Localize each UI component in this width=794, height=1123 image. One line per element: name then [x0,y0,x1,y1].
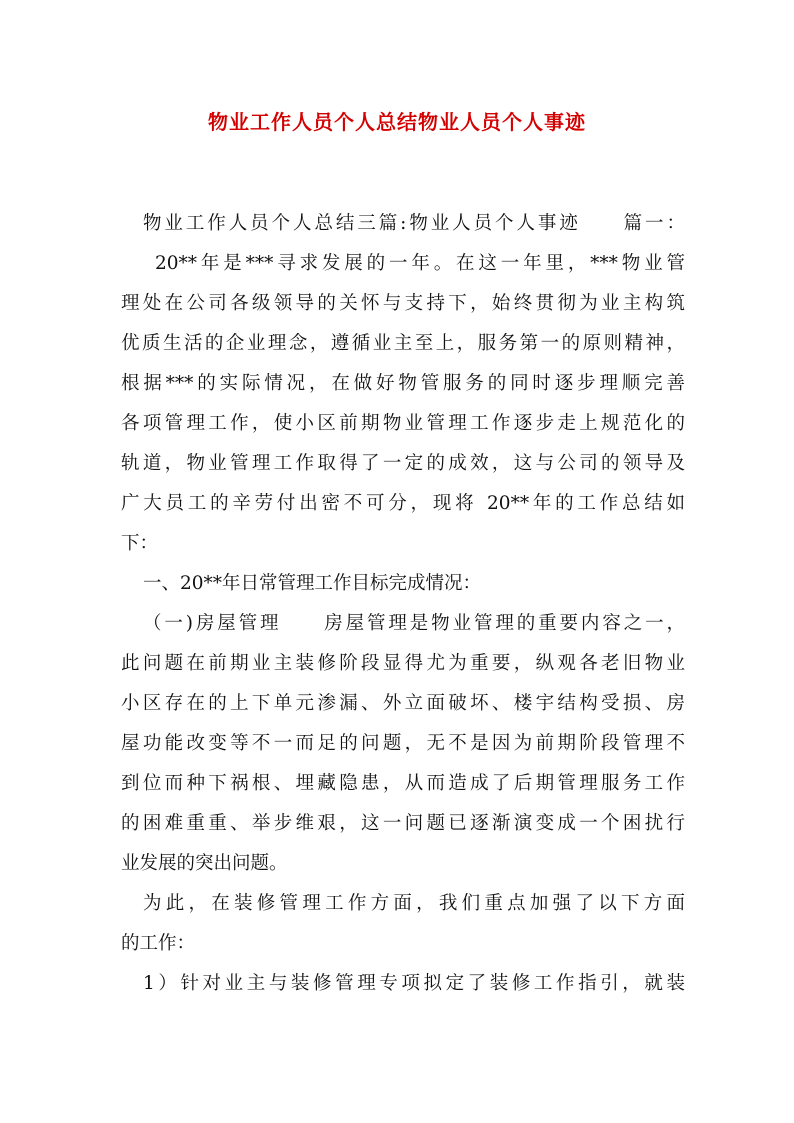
body-line: 的困难重重、举步维艰，这一问题已逐渐演变成一个困扰行 [121,813,685,834]
body-line: 轨道，物业管理工作取得了一定的成效，这与公司的领导及 [121,453,685,474]
body-line: 屋功能改变等不一而足的问题，无不是因为前期阶段管理不 [121,733,685,754]
body-line: （一)房屋管理 房屋管理是物业管理的重要内容之一， [143,613,685,634]
document-title: 物业工作人员个人总结物业人员个人事迹 [208,110,586,134]
body-line: 为此，在装修管理工作方面，我们重点加强了以下方面 [143,893,685,914]
body-line: 物业工作人员个人总结三篇:物业人员个人事迹 篇一： [143,213,685,234]
body-line: 理处在公司各级领导的关怀与支持下，始终贯彻为业主构筑 [121,293,685,314]
body-line: 各项管理工作，使小区前期物业管理工作逐步走上规范化的 [121,413,685,434]
body-line: 到位而种下祸根、埋藏隐患，从而造成了后期管理服务工作 [121,773,685,794]
body-line: 业发展的突出问题。 [121,853,288,874]
section-heading: 一、20**年日常管理工作目标完成情况： [143,573,482,594]
body-line: 此问题在前期业主装修阶段显得尤为重要，纵观各老旧物业 [121,653,685,674]
body-line: 的工作： [121,933,196,954]
body-line: 广大员工的辛劳付出密不可分，现将 20**年的工作总结如 [121,493,685,514]
document-body [121,204,685,1004]
body-line: 优质生活的企业理念，遵循业主至上，服务第一的原则精神， [121,333,685,354]
body-line: 根据***的实际情况，在做好物管服务的同时逐步理顺完善 [121,373,685,394]
body-line: 20**年是***寻求发展的一年。在这一年里，***物业管 [155,253,685,274]
body-line: 下： [121,533,159,554]
body-line: 1）针对业主与装修管理专项拟定了装修工作指引，就装 [143,973,685,994]
body-line: 小区存在的上下单元渗漏、外立面破坏、楼宇结构受损、房 [121,693,685,714]
